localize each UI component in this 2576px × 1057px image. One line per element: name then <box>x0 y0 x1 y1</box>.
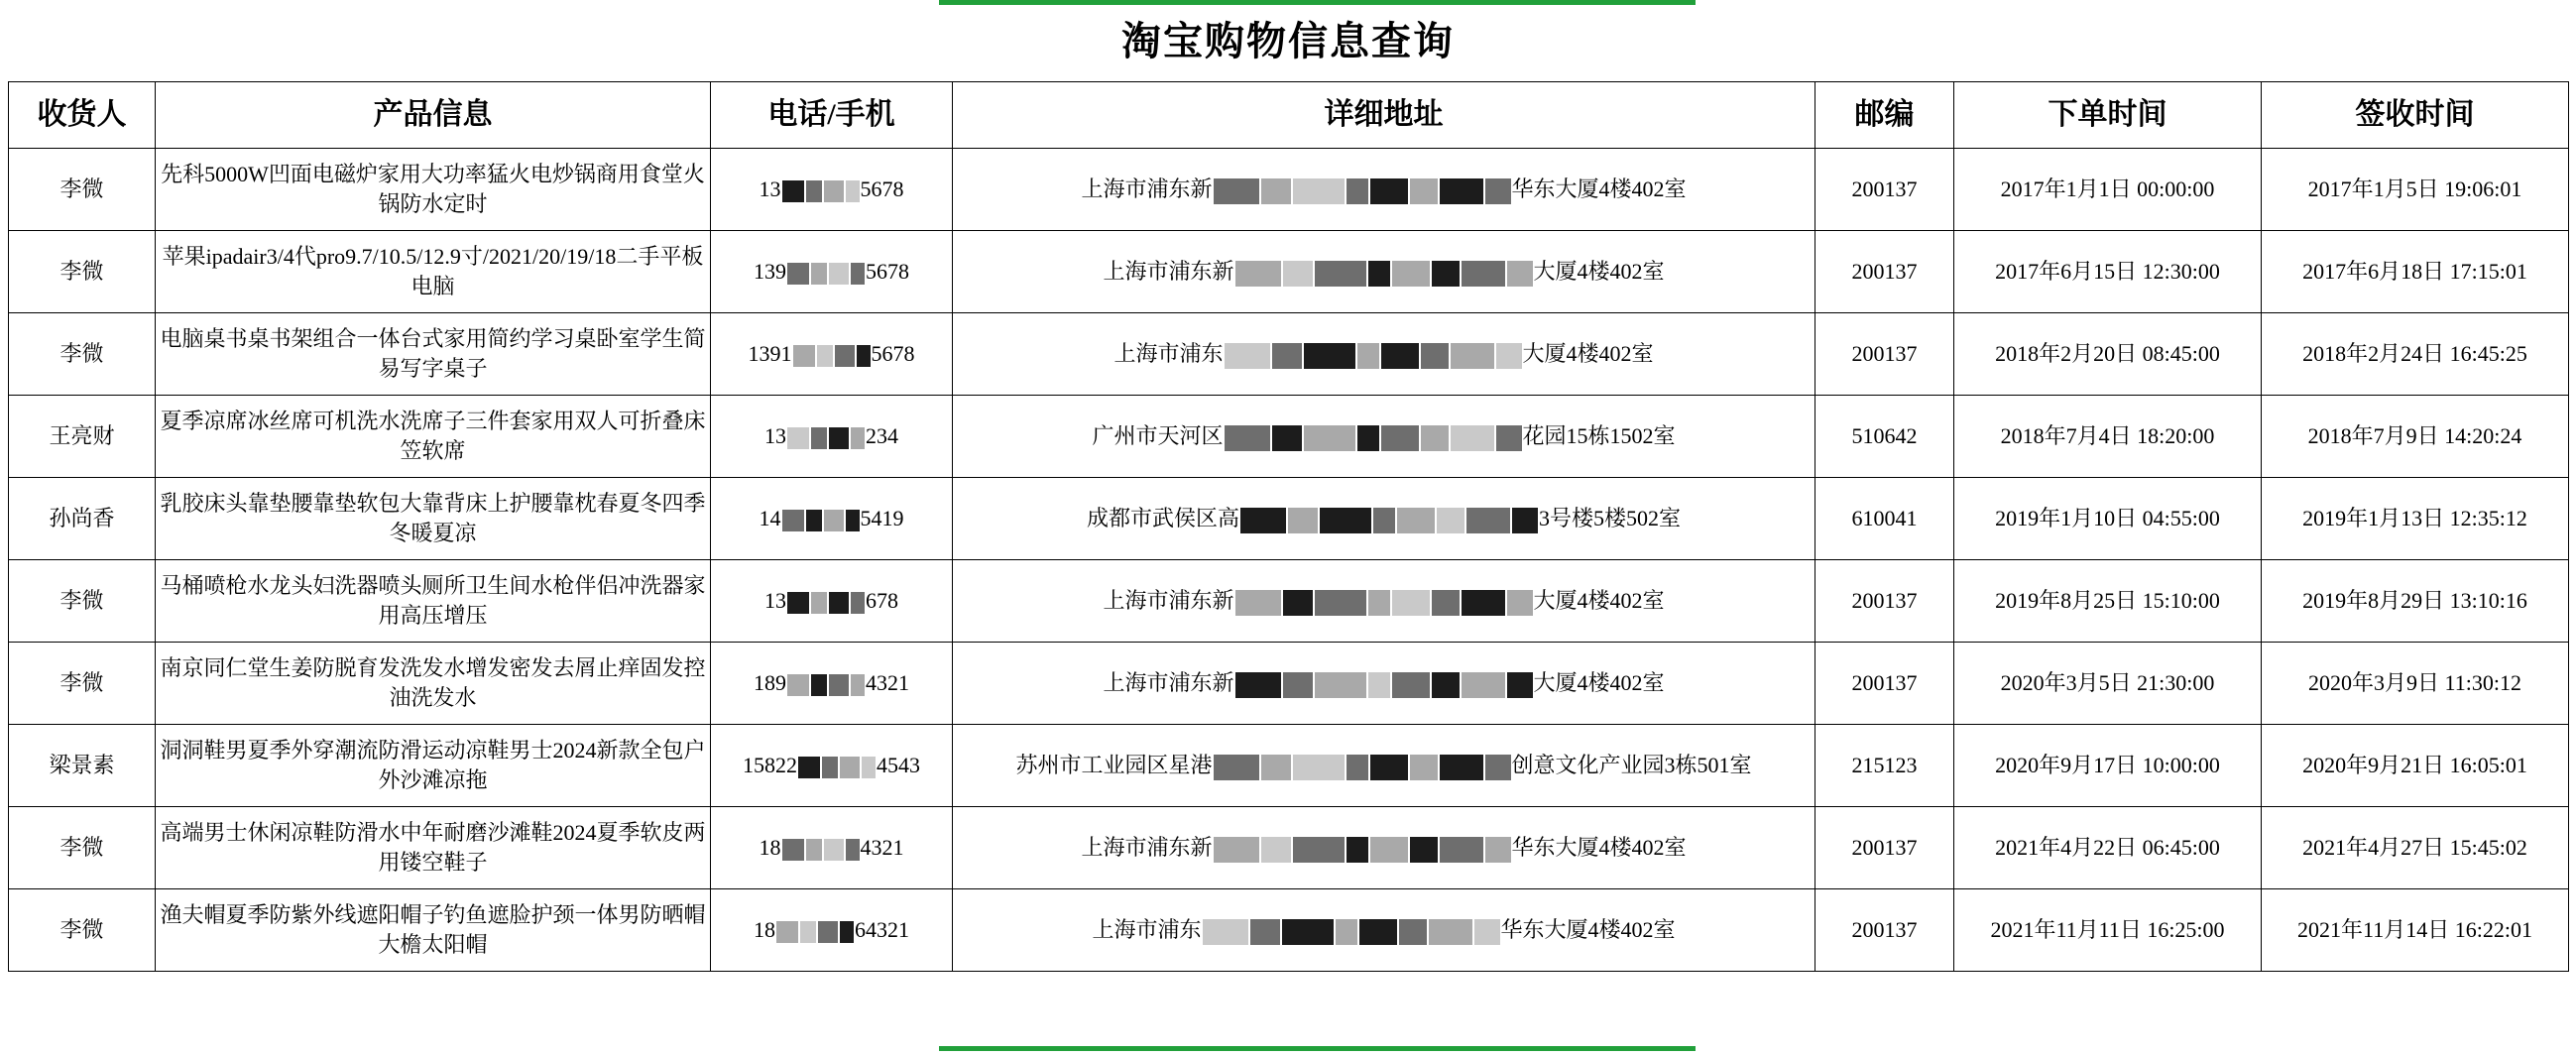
redaction-block <box>829 674 849 696</box>
redaction-block <box>829 263 849 285</box>
table-header <box>9 82 2569 149</box>
redaction-block <box>1507 590 1533 616</box>
redaction-block <box>1225 425 1270 451</box>
column-header-order-time: 下单时间 <box>1954 82 2262 149</box>
redaction-block <box>811 674 827 696</box>
redaction-block <box>840 757 860 778</box>
redaction-block <box>787 263 809 285</box>
column-header-address: 详细地址 <box>953 82 1815 149</box>
redaction-block <box>1357 425 1379 451</box>
redaction-block <box>862 757 876 778</box>
redaction-blocks <box>1224 425 1523 451</box>
cell-phone: 13 5678 <box>711 149 953 231</box>
redaction-block <box>1397 508 1435 533</box>
redaction-block <box>776 921 798 943</box>
redaction-block <box>829 592 849 614</box>
redaction-block <box>1381 343 1419 369</box>
cell-sign-time: 2019年8月29日 13:10:16 <box>2262 560 2569 643</box>
redaction-block <box>1392 590 1430 616</box>
redaction-block <box>1315 672 1366 698</box>
cell-zip: 215123 <box>1815 725 1954 807</box>
redaction-block <box>1485 837 1511 863</box>
redaction-block <box>1373 508 1395 533</box>
redaction-block <box>1440 178 1483 204</box>
redaction-block <box>1421 425 1449 451</box>
cell-order-time: 2019年1月10日 04:55:00 <box>1954 478 2262 560</box>
redaction-block <box>787 427 809 449</box>
redaction-block <box>782 180 804 202</box>
cell-zip: 200137 <box>1815 889 1954 972</box>
redaction-block <box>835 345 855 367</box>
redaction-block <box>1421 343 1449 369</box>
redaction-blocks <box>1213 755 1512 780</box>
redaction-block <box>851 427 865 449</box>
header-row <box>9 82 2569 149</box>
cell-order-time: 2017年6月15日 12:30:00 <box>1954 231 2262 313</box>
redaction-block <box>1315 261 1366 287</box>
redaction-block <box>1368 672 1390 698</box>
redaction-block <box>787 674 809 696</box>
redaction-blocks <box>797 757 877 778</box>
cell-phone: 18 4321 <box>711 807 953 889</box>
redaction-blocks <box>1213 837 1512 863</box>
redaction-block <box>817 345 833 367</box>
redaction-block <box>1440 837 1483 863</box>
cell-address: 上海市浦东新 大厦4楼402室 <box>953 643 1815 725</box>
redaction-block <box>1432 261 1460 287</box>
redaction-block <box>1485 178 1511 204</box>
redaction-blocks <box>1234 590 1534 616</box>
redaction-block <box>1368 261 1390 287</box>
redaction-blocks <box>1202 919 1501 945</box>
cell-order-time: 2020年3月5日 21:30:00 <box>1954 643 2262 725</box>
cell-phone: 18 64321 <box>711 889 953 972</box>
table-body <box>9 149 2569 972</box>
redaction-block <box>1507 261 1533 287</box>
redaction-block <box>1261 755 1291 780</box>
cell-sign-time: 2019年1月13日 12:35:12 <box>2262 478 2569 560</box>
redaction-block <box>1203 919 1248 945</box>
redaction-blocks <box>786 674 866 696</box>
redaction-block <box>1512 508 1538 533</box>
redaction-block <box>1304 425 1355 451</box>
cell-phone: 1391 5678 <box>711 313 953 396</box>
redaction-block <box>806 839 822 861</box>
accent-bar-top <box>939 0 1696 5</box>
table-row <box>9 231 2569 313</box>
redaction-block <box>1462 261 1505 287</box>
redaction-block <box>1235 672 1281 698</box>
cell-zip: 200137 <box>1815 149 1954 231</box>
redaction-block <box>1282 919 1334 945</box>
redaction-block <box>1293 837 1345 863</box>
table-row <box>9 889 2569 972</box>
redaction-blocks <box>775 921 855 943</box>
cell-zip: 510642 <box>1815 396 1954 478</box>
table-row <box>9 149 2569 231</box>
redaction-block <box>1235 590 1281 616</box>
redaction-block <box>846 839 860 861</box>
redaction-block <box>829 427 849 449</box>
cell-phone: 13 234 <box>711 396 953 478</box>
redaction-block <box>811 263 827 285</box>
redaction-block <box>1410 178 1438 204</box>
cell-product: 高端男士休闲凉鞋防滑水中年耐磨沙滩鞋2024夏季软皮两用镂空鞋子 <box>156 807 711 889</box>
redaction-block <box>1399 919 1427 945</box>
redaction-block <box>1507 672 1533 698</box>
cell-sign-time: 2017年6月18日 17:15:01 <box>2262 231 2569 313</box>
redaction-block <box>1410 755 1438 780</box>
redaction-block <box>851 263 865 285</box>
redaction-block <box>1261 837 1291 863</box>
redaction-blocks <box>781 180 861 202</box>
cell-recipient: 李微 <box>9 149 156 231</box>
redaction-block <box>851 592 865 614</box>
column-header-phone: 电话/手机 <box>711 82 953 149</box>
redaction-blocks <box>781 510 861 531</box>
cell-product: 洞洞鞋男夏季外穿潮流防滑运动凉鞋男士2024新款全包户外沙滩凉拖 <box>156 725 711 807</box>
redaction-block <box>1283 261 1313 287</box>
redaction-block <box>1214 755 1259 780</box>
redaction-block <box>1250 919 1280 945</box>
redaction-blocks <box>786 592 866 614</box>
redaction-block <box>1214 178 1259 204</box>
redaction-block <box>1288 508 1318 533</box>
redaction-block <box>824 839 844 861</box>
redaction-blocks <box>781 839 861 861</box>
cell-sign-time: 2018年2月24日 16:45:25 <box>2262 313 2569 396</box>
table-row <box>9 643 2569 725</box>
redaction-block <box>1272 343 1302 369</box>
cell-address: 成都市武侯区高 3号楼5楼502室 <box>953 478 1815 560</box>
cell-address: 上海市浦东新 华东大厦4楼402室 <box>953 807 1815 889</box>
redaction-block <box>811 427 827 449</box>
redaction-block <box>1485 755 1511 780</box>
redaction-block <box>1320 508 1371 533</box>
cell-recipient: 王亮财 <box>9 396 156 478</box>
cell-product: 电脑桌书桌书架组合一体台式家用简约学习桌卧室学生简易写字桌子 <box>156 313 711 396</box>
cell-order-time: 2018年7月4日 18:20:00 <box>1954 396 2262 478</box>
redaction-block <box>1347 178 1368 204</box>
cell-phone: 15822 4543 <box>711 725 953 807</box>
redaction-blocks <box>1213 178 1512 204</box>
cell-sign-time: 2018年7月9日 14:20:24 <box>2262 396 2569 478</box>
table-row <box>9 396 2569 478</box>
cell-product: 苹果ipadair3/4代pro9.7/10.5/12.9寸/2021/20/19/18二手平板电脑 <box>156 231 711 313</box>
redaction-block <box>846 180 860 202</box>
cell-order-time: 2021年11月11日 16:25:00 <box>1954 889 2262 972</box>
cell-product: 夏季凉席冰丝席可机洗水洗席子三件套家用双人可折叠床笠软席 <box>156 396 711 478</box>
redaction-block <box>1432 672 1460 698</box>
cell-zip: 610041 <box>1815 478 1954 560</box>
redaction-block <box>1429 919 1472 945</box>
column-header-recipient: 收货人 <box>9 82 156 149</box>
redaction-block <box>1410 837 1438 863</box>
cell-address: 上海市浦东新 大厦4楼402室 <box>953 560 1815 643</box>
redaction-block <box>1451 343 1494 369</box>
table-row <box>9 725 2569 807</box>
redaction-blocks <box>1234 672 1534 698</box>
redaction-block <box>800 921 816 943</box>
cell-product: 渔夫帽夏季防紫外线遮阳帽子钓鱼遮脸护颈一体男防晒帽大檐太阳帽 <box>156 889 711 972</box>
redaction-block <box>1462 672 1505 698</box>
cell-address: 苏州市工业园区星港 创意文化产业园3栋501室 <box>953 725 1815 807</box>
cell-recipient: 李微 <box>9 643 156 725</box>
redaction-block <box>818 921 838 943</box>
redaction-block <box>1347 755 1368 780</box>
redaction-block <box>1293 178 1345 204</box>
cell-address: 上海市浦东新 大厦4楼402室 <box>953 231 1815 313</box>
redaction-block <box>1283 590 1313 616</box>
redaction-block <box>822 757 838 778</box>
cell-zip: 200137 <box>1815 560 1954 643</box>
cell-recipient: 孙尚香 <box>9 478 156 560</box>
redaction-block <box>1381 425 1419 451</box>
redaction-block <box>1293 755 1345 780</box>
redaction-block <box>1496 425 1522 451</box>
cell-sign-time: 2021年4月27日 15:45:02 <box>2262 807 2569 889</box>
redaction-block <box>824 510 844 531</box>
redaction-blocks <box>786 427 866 449</box>
redaction-block <box>793 345 815 367</box>
cell-address: 广州市天河区 花园15栋1502室 <box>953 396 1815 478</box>
redaction-block <box>787 592 809 614</box>
cell-product: 先科5000W凹面电磁炉家用大功率猛火电炒锅商用食堂火锅防水定时 <box>156 149 711 231</box>
cell-order-time: 2018年2月20日 08:45:00 <box>1954 313 2262 396</box>
page-title-text: 淘宝购物信息查询 <box>1121 19 1455 63</box>
redaction-block <box>798 757 820 778</box>
redaction-block <box>1474 919 1500 945</box>
cell-sign-time: 2020年9月21日 16:05:01 <box>2262 725 2569 807</box>
purchase-info-table <box>8 81 2569 972</box>
redaction-block <box>824 180 844 202</box>
redaction-block <box>851 674 865 696</box>
table-row <box>9 478 2569 560</box>
redaction-block <box>1370 837 1408 863</box>
redaction-block <box>1392 672 1430 698</box>
redaction-block <box>1336 919 1357 945</box>
cell-order-time: 2021年4月22日 06:45:00 <box>1954 807 2262 889</box>
redaction-block <box>1437 508 1464 533</box>
cell-sign-time: 2017年1月5日 19:06:01 <box>2262 149 2569 231</box>
redaction-blocks <box>1234 261 1534 287</box>
redaction-blocks <box>792 345 872 367</box>
redaction-block <box>811 592 827 614</box>
redaction-block <box>857 345 871 367</box>
page-title <box>0 10 2576 66</box>
redaction-block <box>806 180 822 202</box>
cell-recipient: 梁景素 <box>9 725 156 807</box>
column-header-sign-time: 签收时间 <box>2262 82 2569 149</box>
column-header-product: 产品信息 <box>156 82 711 149</box>
cell-address: 上海市浦东新 华东大厦4楼402室 <box>953 149 1815 231</box>
redaction-block <box>1261 178 1291 204</box>
redaction-blocks <box>786 263 866 285</box>
redaction-block <box>1235 261 1281 287</box>
redaction-block <box>782 510 804 531</box>
cell-recipient: 李微 <box>9 231 156 313</box>
redaction-block <box>1466 508 1510 533</box>
cell-product: 马桶喷枪水龙头妇洗器喷头厕所卫生间水枪伴侣冲洗器家用高压增压 <box>156 560 711 643</box>
cell-order-time: 2017年1月1日 00:00:00 <box>1954 149 2262 231</box>
cell-recipient: 李微 <box>9 560 156 643</box>
redaction-block <box>1272 425 1302 451</box>
cell-zip: 200137 <box>1815 807 1954 889</box>
redaction-block <box>1225 343 1270 369</box>
table-row <box>9 807 2569 889</box>
table-row <box>9 560 2569 643</box>
redaction-block <box>1315 590 1366 616</box>
redaction-block <box>806 510 822 531</box>
redaction-block <box>1304 343 1355 369</box>
cell-address: 上海市浦东 华东大厦4楼402室 <box>953 889 1815 972</box>
redaction-block <box>840 921 854 943</box>
cell-recipient: 李微 <box>9 313 156 396</box>
cell-order-time: 2020年9月17日 10:00:00 <box>1954 725 2262 807</box>
cell-phone: 14 5419 <box>711 478 953 560</box>
redaction-block <box>1368 590 1390 616</box>
redaction-block <box>1214 837 1259 863</box>
redaction-block <box>846 510 860 531</box>
redaction-block <box>1370 755 1408 780</box>
cell-product: 乳胶床头靠垫腰靠垫软包大靠背床上护腰靠枕春夏冬四季冬暖夏凉 <box>156 478 711 560</box>
redaction-block <box>1392 261 1430 287</box>
redaction-block <box>1359 919 1397 945</box>
redaction-block <box>782 839 804 861</box>
cell-product: 南京同仁堂生姜防脱育发洗发水增发密发去屑止痒固发控油洗发水 <box>156 643 711 725</box>
redaction-block <box>1357 343 1379 369</box>
redaction-block <box>1440 755 1483 780</box>
cell-zip: 200137 <box>1815 643 1954 725</box>
cell-address: 上海市浦东 大厦4楼402室 <box>953 313 1815 396</box>
table-row <box>9 313 2569 396</box>
column-header-zip: 邮编 <box>1815 82 1954 149</box>
cell-recipient: 李微 <box>9 807 156 889</box>
cell-phone: 139 5678 <box>711 231 953 313</box>
redaction-block <box>1347 837 1368 863</box>
cell-sign-time: 2021年11月14日 16:22:01 <box>2262 889 2569 972</box>
cell-phone: 189 4321 <box>711 643 953 725</box>
redaction-block <box>1451 425 1494 451</box>
redaction-block <box>1240 508 1286 533</box>
cell-zip: 200137 <box>1815 313 1954 396</box>
accent-bar-bottom <box>939 1046 1696 1051</box>
cell-zip: 200137 <box>1815 231 1954 313</box>
redaction-block <box>1283 672 1313 698</box>
cell-recipient: 李微 <box>9 889 156 972</box>
cell-sign-time: 2020年3月9日 11:30:12 <box>2262 643 2569 725</box>
redaction-block <box>1370 178 1408 204</box>
redaction-blocks <box>1224 343 1523 369</box>
cell-order-time: 2019年8月25日 15:10:00 <box>1954 560 2262 643</box>
redaction-block <box>1462 590 1505 616</box>
redaction-blocks <box>1239 508 1539 533</box>
redaction-block <box>1496 343 1522 369</box>
redaction-block <box>1432 590 1460 616</box>
cell-phone: 13 678 <box>711 560 953 643</box>
